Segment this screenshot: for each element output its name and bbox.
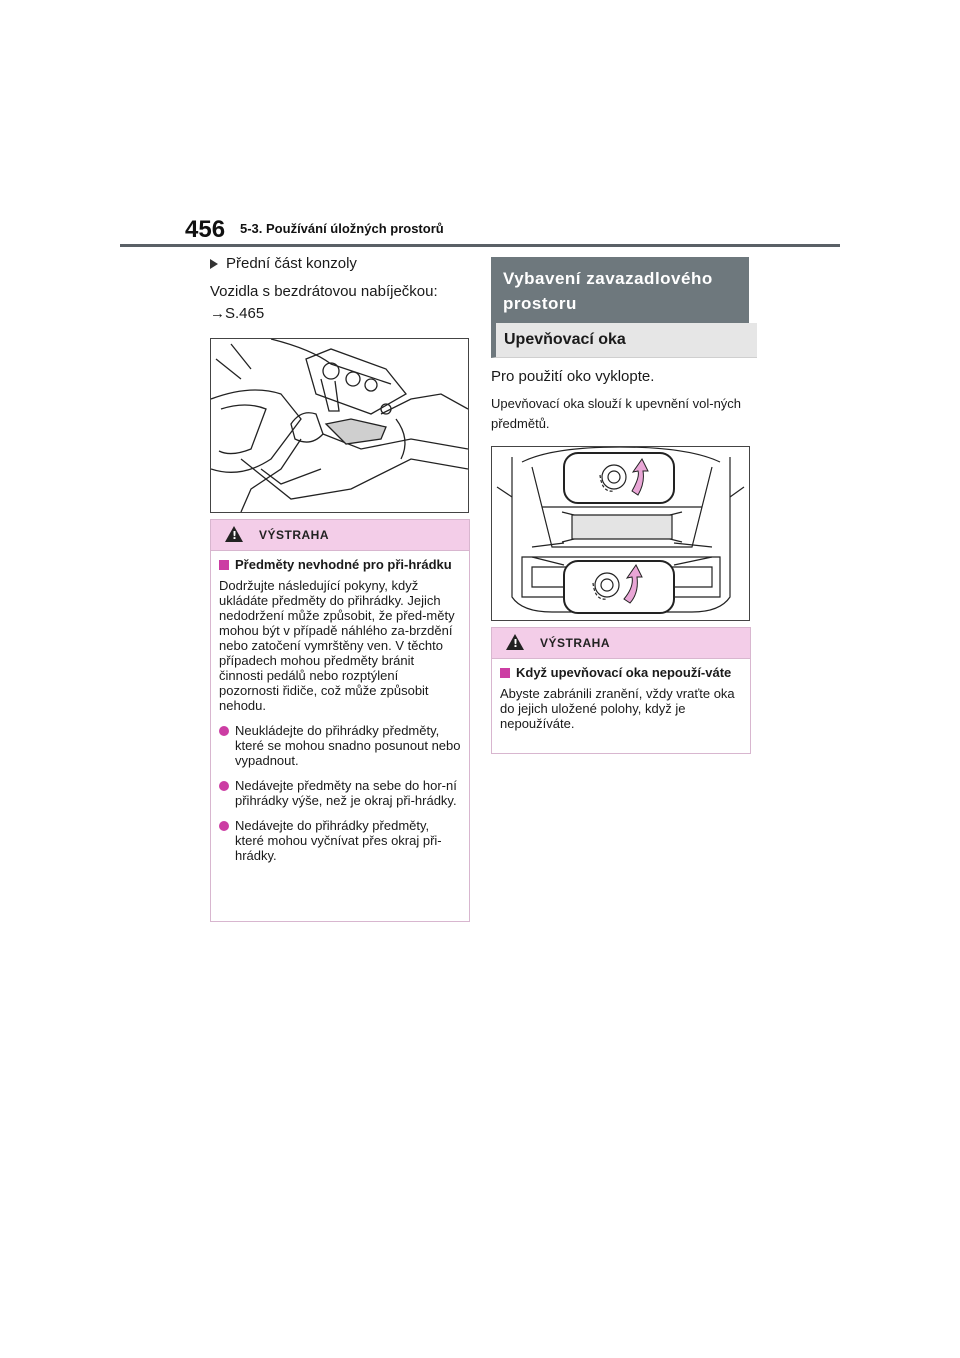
round-bullet-icon [219, 821, 229, 831]
warning-subheading [500, 665, 742, 680]
section-title: Vybavení zavazadlového prostoru [491, 257, 749, 325]
warning-triangle-icon [506, 634, 524, 650]
warning-triangle-icon [225, 526, 243, 542]
warning-item-text: Nedávejte předměty na sebe do hor-ní přihrádky výše, než je okraj při-hrádky. [235, 778, 457, 808]
warning-body [211, 557, 469, 863]
warning-title: VÝSTRAHA [540, 636, 611, 650]
warning-body [492, 665, 750, 731]
chapter-title: 5-3. Používání úložných prostorů [240, 221, 444, 236]
console-illustration [210, 338, 469, 513]
warning-text: Dodržujte následující pokyny, když ukládáte předměty do přihrádky. Jejich nedodržení může způsobit, že před-měty mohou být v případě náhlého za-brzdění nebo zatočení vymrštěny ven. V těchto případech mohou předměty bránit činnosti pedálů nebo rozptýlení pozornosti řidiče, což může způsobit nehodu. [219, 578, 455, 713]
square-bullet-icon [500, 668, 510, 678]
warning-title: VÝSTRAHA [259, 528, 330, 542]
bullet-label: Přední část konzoly [226, 255, 357, 272]
eyelet-description: Upevňovací oka slouží k upevnění vol-ných předmětů. [491, 396, 742, 431]
cargo-drawing [492, 447, 749, 620]
warning-item [219, 723, 461, 768]
warning-item [219, 818, 461, 863]
usage-instruction: Pro použití oko vyklopte. [491, 368, 655, 385]
page-number: 456 [185, 216, 226, 243]
round-bullet-icon [219, 781, 229, 791]
warning-item-text: Nedávejte do přihrádky předměty, které mohou vyčnívat přes okraj při-hrádky. [235, 818, 442, 863]
warning-box-left [210, 519, 470, 922]
warning-item-text: Neukládejte do přihrádky předměty, které se mohou snadno posunout nebo vypadnout. [235, 723, 461, 768]
warning-subheading-text: Když upevňovací oka nepouží-váte [516, 665, 732, 680]
subsection-title: Upevňovací oka [491, 323, 757, 358]
wireless-charger-note: Vozidla s bezdrátovou nabíječkou: [210, 283, 438, 300]
console-drawing [211, 339, 468, 512]
warning-text: Abyste zabránili zranění, vždy vraťte oka do jejich uložené polohy, když je nepoužíváte. [500, 686, 735, 731]
warning-header [492, 628, 750, 659]
cargo-illustration [491, 446, 750, 621]
warning-subheading [219, 557, 461, 572]
page-reference: →S.465 [210, 305, 265, 322]
header-rule [120, 244, 840, 247]
warning-subheading-text: Předměty nevhodné pro při-hrádku [235, 557, 452, 572]
bullet-heading [210, 255, 357, 272]
round-bullet-icon [219, 726, 229, 736]
warning-item [219, 778, 461, 808]
warning-header [211, 520, 469, 551]
triangle-bullet-icon [210, 259, 218, 269]
warning-box-right [491, 627, 751, 754]
square-bullet-icon [219, 560, 229, 570]
